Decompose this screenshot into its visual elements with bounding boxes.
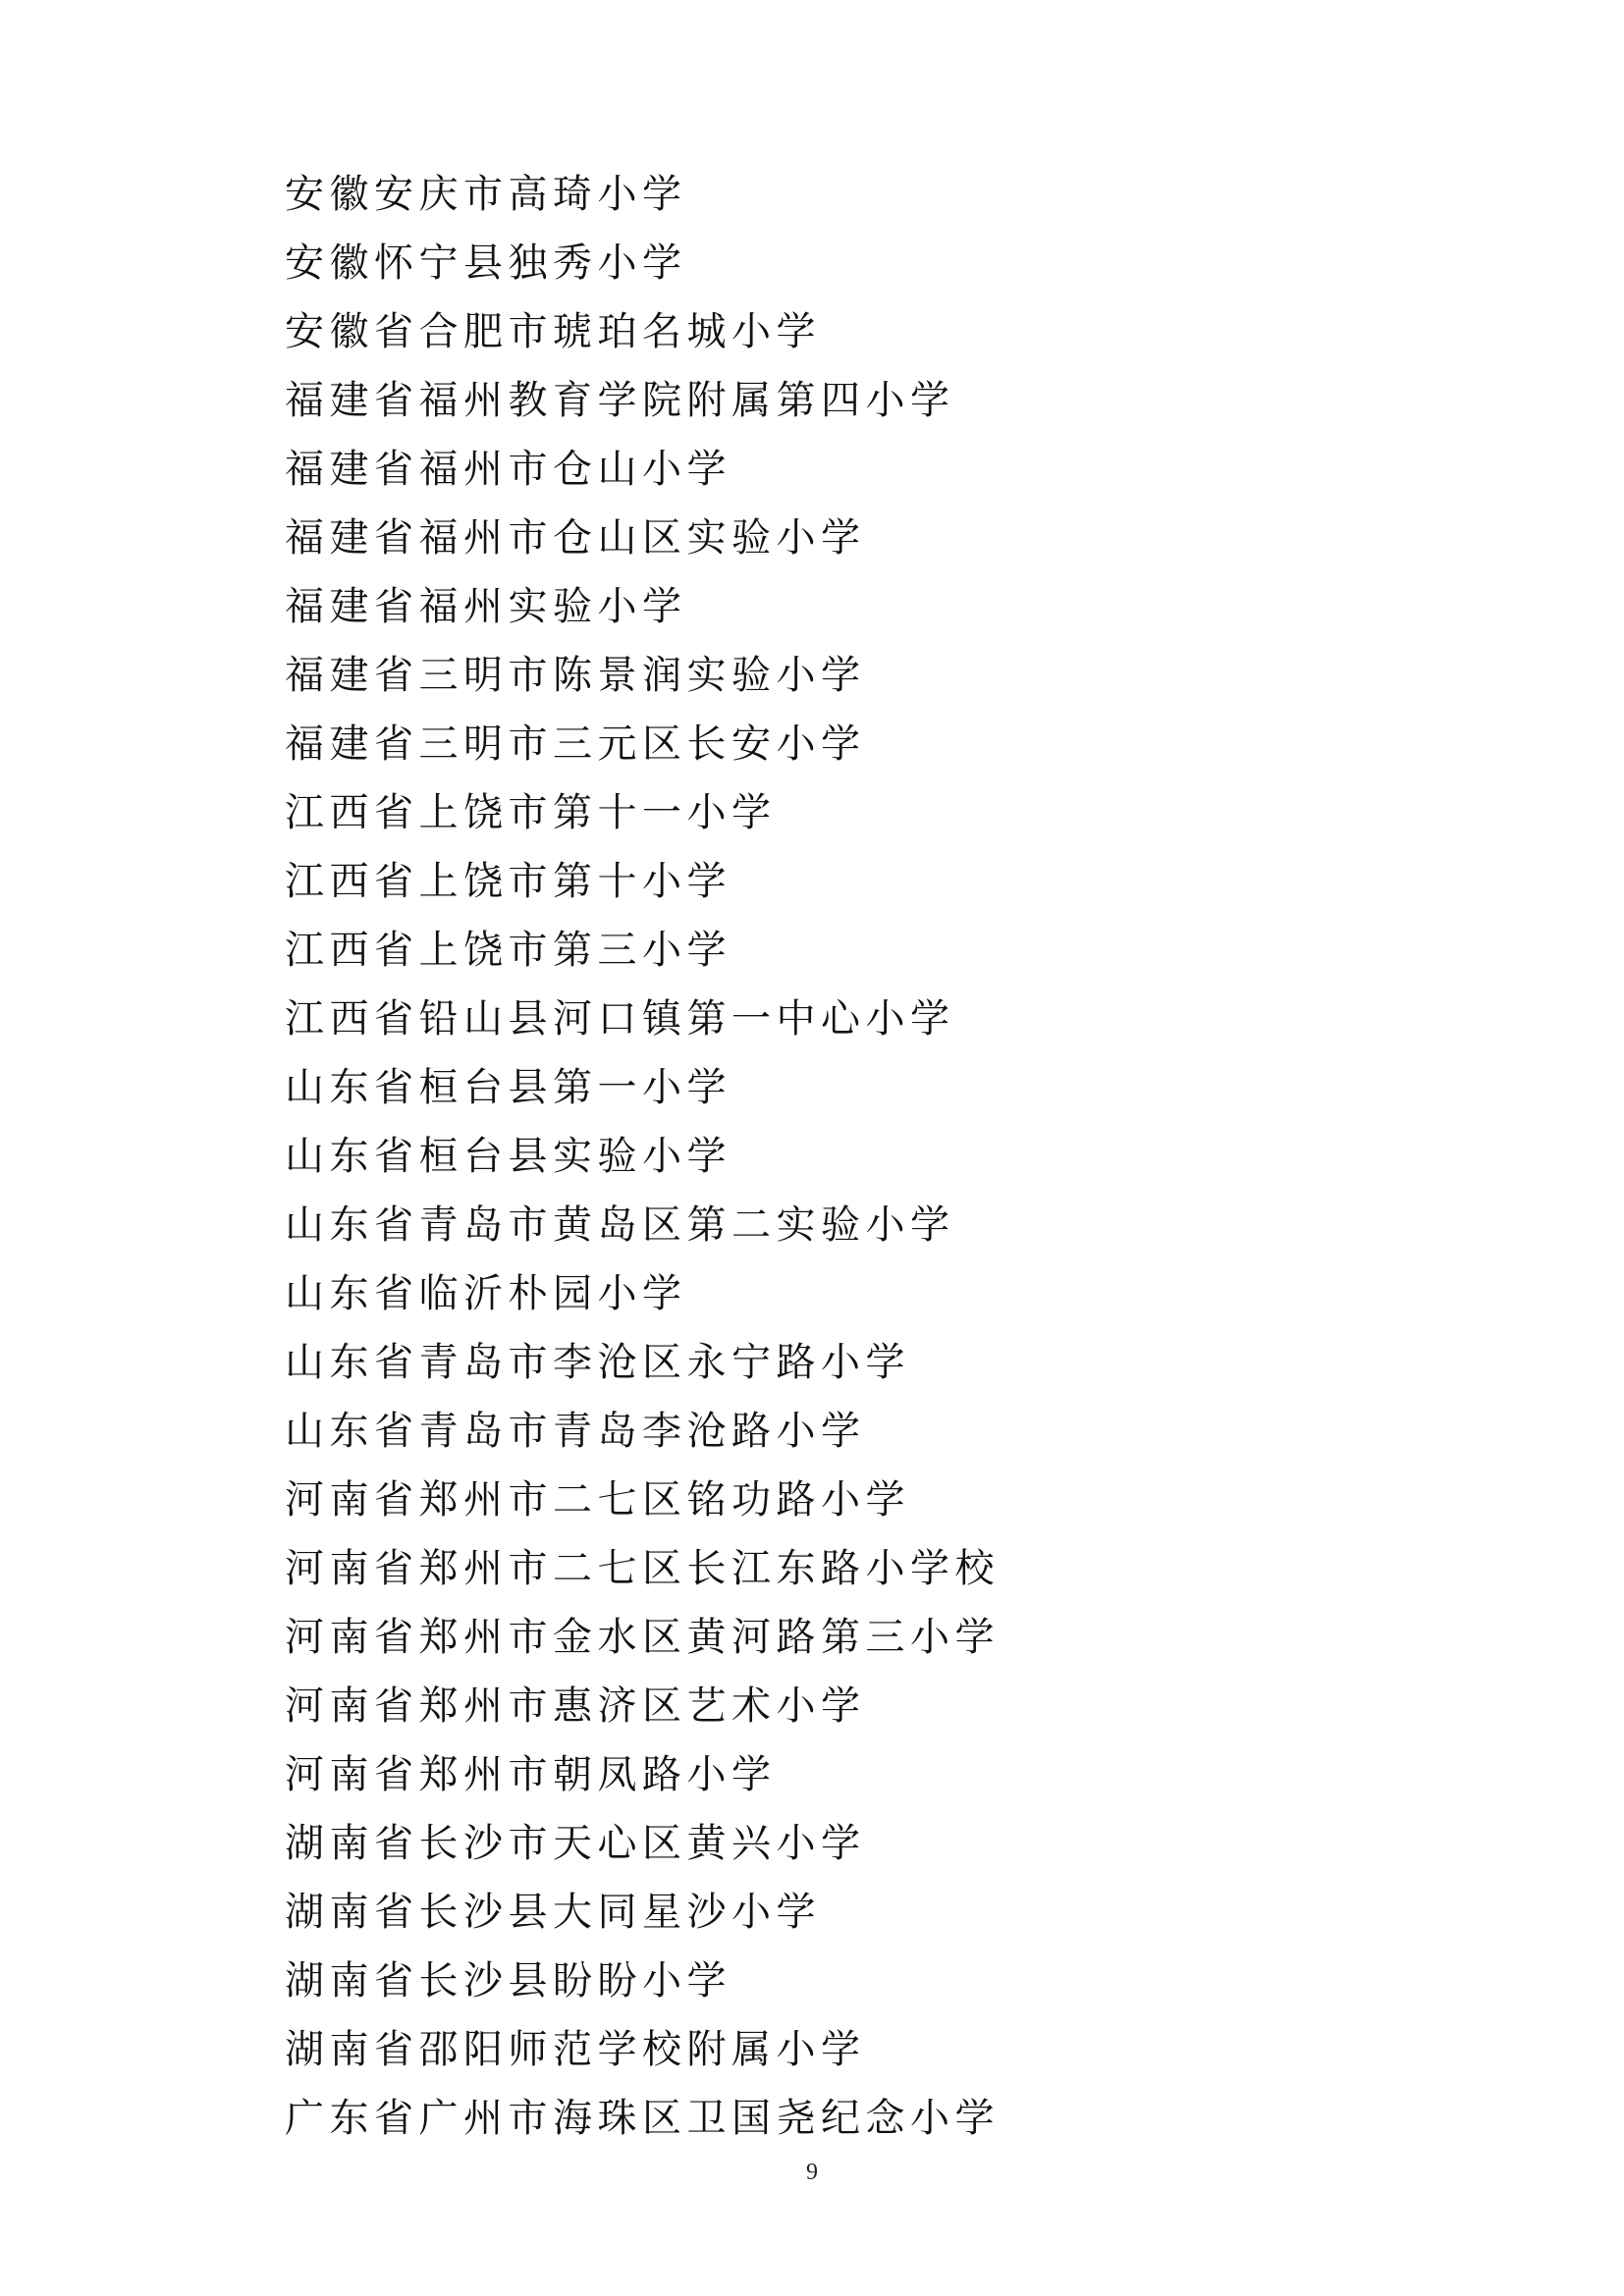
school-list	[285, 165, 1000, 2158]
school-item: 河南省郑州市惠济区艺术小学	[285, 1683, 866, 1729]
school-item: 湖南省邵阳师范学校附属小学	[285, 2027, 866, 2072]
school-item: 福建省三明市陈景润实验小学	[285, 653, 866, 698]
school-item: 福建省福州实验小学	[285, 584, 687, 629]
school-item: 福建省福州市仓山区实验小学	[285, 515, 866, 561]
school-item: 江西省上饶市第十一小学	[285, 790, 777, 835]
school-item: 山东省青岛市黄岛区第二实验小学	[285, 1202, 955, 1248]
page-number: 9	[806, 2160, 818, 2185]
school-item: 江西省上饶市第十小学	[285, 859, 731, 904]
school-item: 江西省上饶市第三小学	[285, 928, 731, 973]
school-item: 湖南省长沙市天心区黄兴小学	[285, 1821, 866, 1866]
school-item: 河南省郑州市金水区黄河路第三小学	[285, 1615, 1000, 1660]
school-item: 河南省郑州市二七区长江东路小学校	[285, 1546, 1000, 1591]
school-item: 安徽省合肥市琥珀名城小学	[285, 309, 821, 354]
school-item: 河南省郑州市二七区铭功路小学	[285, 1477, 910, 1522]
school-item: 湖南省长沙县盼盼小学	[285, 1958, 731, 2003]
school-item: 湖南省长沙县大同星沙小学	[285, 1890, 821, 1935]
school-item: 山东省桓台县第一小学	[285, 1065, 731, 1110]
school-item: 江西省铅山县河口镇第一中心小学	[285, 996, 955, 1041]
school-item: 山东省青岛市青岛李沧路小学	[285, 1409, 866, 1454]
school-item: 安徽怀宁县独秀小学	[285, 240, 687, 286]
school-item: 河南省郑州市朝凤路小学	[285, 1752, 777, 1797]
school-item: 福建省三明市三元区长安小学	[285, 721, 866, 767]
school-item: 山东省桓台县实验小学	[285, 1134, 731, 1179]
school-item: 福建省福州教育学院附属第四小学	[285, 378, 955, 423]
school-item: 山东省临沂朴园小学	[285, 1271, 687, 1316]
school-item: 广东省广州市海珠区卫国尧纪念小学	[285, 2096, 1000, 2141]
school-item: 安徽安庆市高琦小学	[285, 172, 687, 217]
school-item: 福建省福州市仓山小学	[285, 447, 731, 492]
school-item: 山东省青岛市李沧区永宁路小学	[285, 1340, 910, 1385]
